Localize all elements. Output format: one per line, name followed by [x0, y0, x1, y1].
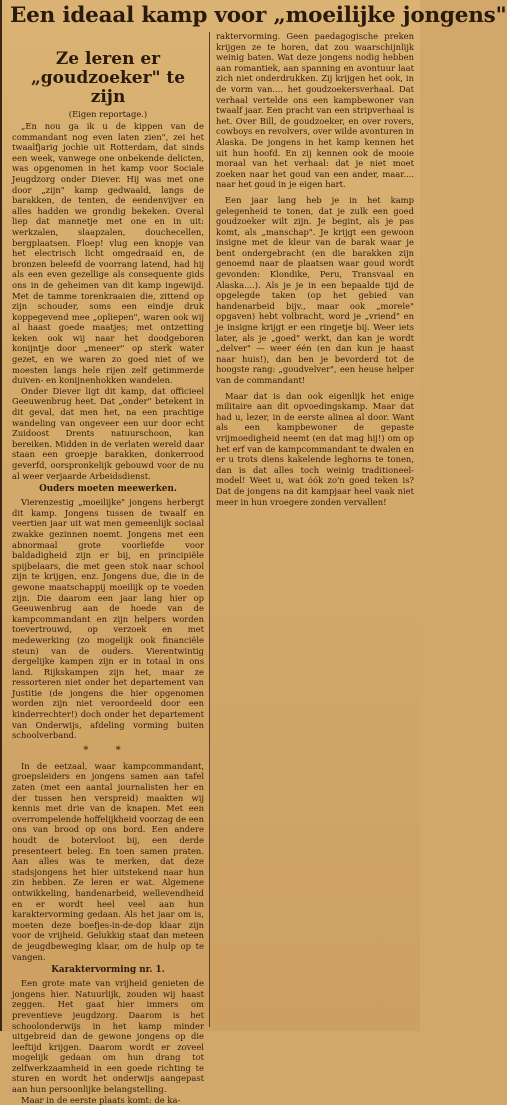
section-separator: * * [83, 744, 133, 756]
subheadline: Ze leren er „goudzoeker" te zijn [30, 49, 186, 107]
article-paragraph: Een grote mate van vrijheid genieten de jongens hier. Natuurlijk, zouden wij haast zeggen. Het gaat hier immers om preventieve jeugdzorg. Daarom is het schoolonderwijs in het kamp minder uitgebreid dan de gewone jongens op die leeftijd krijgen. Daarom wordt er zoveel mogelijk gedaan om hun drang tot zelfwerkzaamheid in een goede richting te sturen en wordt het onderwijs aangepast aan hun persoonlijke belangstelling. [12, 978, 204, 1095]
article-paragraph: raktervorming. Geen paedagogische preken krijgen ze te horen, dat zou waarschijnlijk weinig baten. Wat deze jongens nodig hebben aan romantiek, aan spanning en avontuur laat zich niet onderdrukken. Zij krijgen het ook, in de vorm van.... het goudzoekersverhaal. Dat verhaal vertelde ons een kampbewoner van twaalf jaar. Een pracht van een stripverhaal is het. Over Bill, de goudzoeker, en over rovers, cowboys en revolvers, over wilde avonturen in Alaska. De jongens in het kamp kennen het uit hun hoofd. En zij kennen ook de mooie moraal van het verhaal: dat je niet moet zoeken naar het goud van een ander, maar.... naar het goud in je eigen hart. [216, 31, 414, 190]
section-heading: Ouders moeten meewerken. [39, 484, 177, 495]
article-paragraph: Een jaar lang heb je in het kamp gelegenheid te tonen, dat je zulk een goed goudzoeker wilt zijn. Je begint, als je pas komt, als „manschap". Je krijgt een gewoon insigne met de kleur van de barak waar je bent ondergebracht (en die barakken zijn genoemd naar de plaatsen waar goud wordt gevonden: Klondike, Peru, Transvaal en Alaska....). Als je je in een bepaalde tijd de opgelegde taken (op het gebied van handenarbeid bijv., maar ook „morele" opgaven) hebt volbracht, word je „vriend" en je insigne krijgt er een ringetje bij. Weer iets later, als je „goed" werkt, dan kan je wordt „delver" — weer één (en dan kun je haast naar huis!), dan ben je bevorderd tot de hoogste rang: „goudvelver", een heuse helper van de commandant! [216, 194, 414, 385]
headline: Een ideaal kamp voor „moeilijke jongens" [10, 3, 507, 28]
right-column [216, 31, 414, 507]
left-column [12, 50, 204, 1105]
column-divider [209, 32, 210, 1027]
article-paragraph: „En nou ga ik u de kippen van de commandant nog even laten zien", zei het twaalfjarig jochie uit Rotterdam, dat sinds een week, vanwege one onbekende delicten, was opgenomen in het kamp voor Sociale Jeugdzorg onder Diever. Hij was met one door „zijn" kamp gedwaald, langs de barakken, de tenten, de eendenvijver en alles hadden we grondig bekeken. Overal liep dat mannetje met one en in uit: werkzalen, slaapzalen, douchecellen, bergplaatsen. Floep! vlug een knopje van het electrisch licht omgedraaid en, de bronzen beleefd de voorrang latend, had hij als een even gezellige als consequente gids ons in de geheimen van dit kamp ingewijd. Met de tamme torenkraaien die, zittend op zijn schouder, soms een eindje druk koppegevend mee „opliepen", waren ook wij al haast goede maatjes; met ontzetting keken ook wij naar het doodgeboren konijntje door „meneer" op sterk water gezet, en we waren zo goed niet of we moesten langs hele rijen zelf getimmerde duiven- en konijnenhokken wandelen. [12, 121, 204, 386]
byline: (Eigen reportage.) [68, 109, 148, 119]
section-heading: Karaktervorming nr. 1. [51, 965, 165, 976]
article-paragraph: Maar dat is dan ook eigenlijk het enige militaire aan dit opvoedingskamp. Maar dat had u, lezer, in de eerste alinea al door. Want als een kampbewoner de gepaste vrijmoedigheid neemt (en dat mag hij!) om op het erf van de kampcommandant te dwalen en er u trots diens kakelende leghorns te tonen, dan is dat alles toch weinig traditioneel-model! Weet u, wat óók zo'n goed teken is? Dat de jongens na dit kampjaar heel vaak niet meer in hun vroegere zonden vervallen! [216, 390, 414, 507]
article-paragraph: Onder Diever ligt dit kamp, dat officieel Geeuwenbrug heet. Dat „onder" betekent in dit geval, dat men het, na een prachtige wandeling van ongeveer een uur door echt Zuidoost Drents natuurschoon, kan bereiken. Midden in de verlaten wereld daar staan een groepje barakken, donkerrood geverfd, oorspronkelijk gebouwd voor de nu al weer verjaarde Arbeidsdienst. [12, 385, 204, 481]
article-paragraph: Vierenzestig „moeilijke" jongens herbergt dit kamp. Jongens tussen de twaalf en veertien jaar uit wat men gemeenlijk sociaal zwakke gezinnen noemt. Jongens met een abnormaal grote voorliefde voor baldadigheid zijn er bij, en principiële spijbelaars, die met geen stok naar school zijn te krijgen, enz. Jongens due, die in de gewone maatschappij moeilijk op te voeden zijn. Die daarom een jaar lang hier op Geeuwenbrug aan de hoede van de kampcommandant en zijn helpers worden toevertrouwd, op verzoek en met medewerking (zo mogelijk ook financiële steun) van de ouders. Vierentwintig dergelijke kampen zijn er in totaal in ons land. Rijkskampen zijn het, maar ze ressorteren niet onder het departement van Justitie (de jongens die hier opgenomen worden zijn niet veroordeeld door een kinderrechter!) doch onder het departement van Onderwijs, afdeling vorming buiten schoolverband. [12, 497, 204, 741]
article-paragraph: Maar in de eerste plaats komt: de ka- [21, 1094, 181, 1105]
article-paragraph: In de eetzaal, waar kampcommandant, groepsleiders en jongens samen aan tafel zaten (met een aantal journalisten her en der tussen hen verspreid) maakten wij kennis met drie van de knapen. Met een overrompelende hoffelijkheid voorzag de een ons van brood op ons bord. Een andere houdt de botervloot bij, een derde presenteert beleg. En toen samen praten. Aan alles was te merken, dat deze stadsjongens het hier uitstekend naar hun zin hebben. Ze leren er wat. Algemene ontwikkeling, handenarbeid, wellevendheid en er wordt heel veel aan hun karaktervorming gedaan. Als het jaar om is, moeten deze boefjes-in-de-dop klaar zijn voor de vrijheid. Gelukkig staat dan meteen de jeugdbeweging klaar, om de hulp op te vangen. [12, 760, 205, 962]
